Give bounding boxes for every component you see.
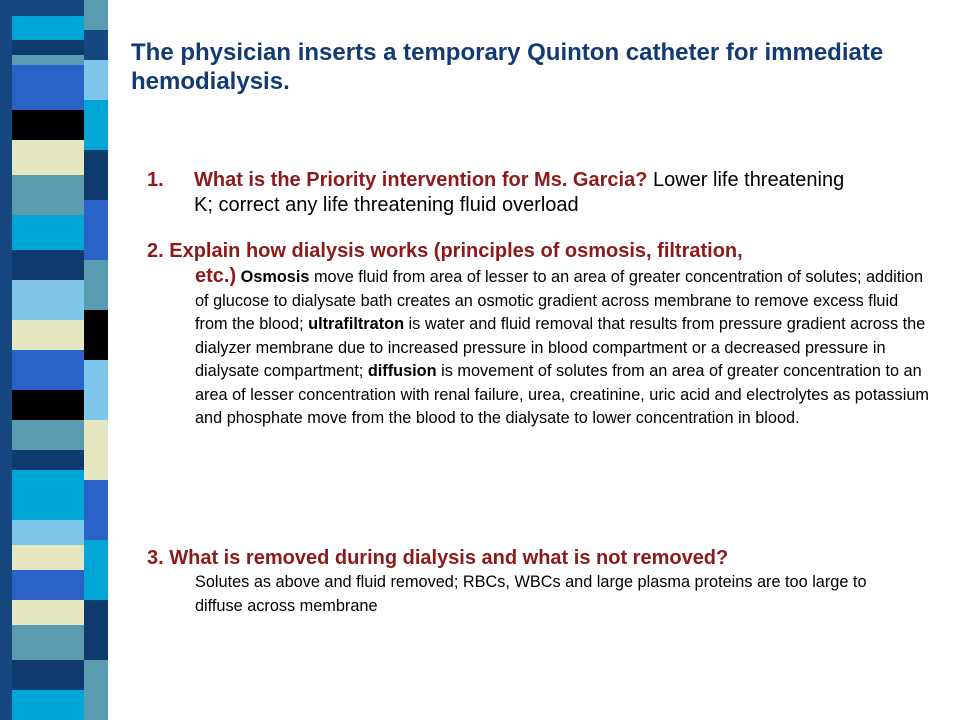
stripe-inner-block (84, 150, 108, 200)
stripe-inner-block (84, 480, 108, 540)
term-ultrafiltration: ultrafiltraton (308, 315, 405, 333)
item-number: 1. (147, 169, 164, 191)
question-1: What is the Priority intervention for Ms. Garcia? (194, 169, 648, 191)
stripe-edge (0, 0, 12, 720)
stripe-inner-block (84, 0, 108, 30)
item-number: 3. (147, 547, 164, 569)
text-ultrafiltration: is water and fluid removal that results from pressure gradient across the dialyzer membrane due to increased pressure in blood compartment or a decreased pressure in dialysate compartment; (195, 315, 926, 380)
answer-1: Lower life threatening K; correct any life threatening fluid overload (194, 169, 845, 216)
list-item-2 (147, 238, 929, 427)
stripe-inner-block (84, 420, 108, 480)
stripe-inner-block (84, 200, 108, 260)
stripe-inner-block (84, 310, 108, 360)
list-item-3 (147, 545, 917, 615)
stripe-inner-block (84, 260, 108, 310)
term-osmosis: Osmosis (240, 268, 310, 286)
text-osmosis: move fluid from area of lesser to an area of greater concentration of solutes; addition of glucose to dialysate bath creates an osmotic gradient across membrane to remove excess fluid from the blood; (195, 268, 924, 333)
stripe-inner-block (84, 100, 108, 150)
answer-3: Solutes as above and fluid removed; RBCs, WBCs and large plasma proteins are too large to diffuse across membrane (195, 573, 867, 615)
answer-2 (195, 264, 935, 431)
question-3: 3. What is removed during dialysis and what is not removed? (147, 547, 729, 569)
stripe-inner-block (84, 540, 108, 600)
stripe-inner-block (84, 360, 108, 420)
item-number: 2. (147, 240, 164, 262)
stripe-inner-block (84, 60, 108, 100)
stripe-inner-block (84, 30, 108, 60)
stripe-inner-block (84, 600, 108, 660)
stripe-inner-block (84, 660, 108, 720)
question-2 (147, 238, 917, 264)
term-diffusion: diffusion (367, 362, 437, 380)
question-2-line1: Explain how dialysis works (principles of osmosis, filtration, (169, 240, 743, 262)
decorative-stripe (0, 0, 108, 720)
question-2-line2: etc.) (195, 265, 237, 287)
text-diffusion: is movement of solutes from an area of greater concentration to an area of lesser concentration with renal failure, urea, creatinine, uric acid and electrolytes as potassium and phosphate move from the blood to the dialysate to lower concentration in blood. (195, 362, 929, 427)
slide-title: The physician inserts a temporary Quinton catheter for immediate hemodialysis. (131, 39, 884, 95)
